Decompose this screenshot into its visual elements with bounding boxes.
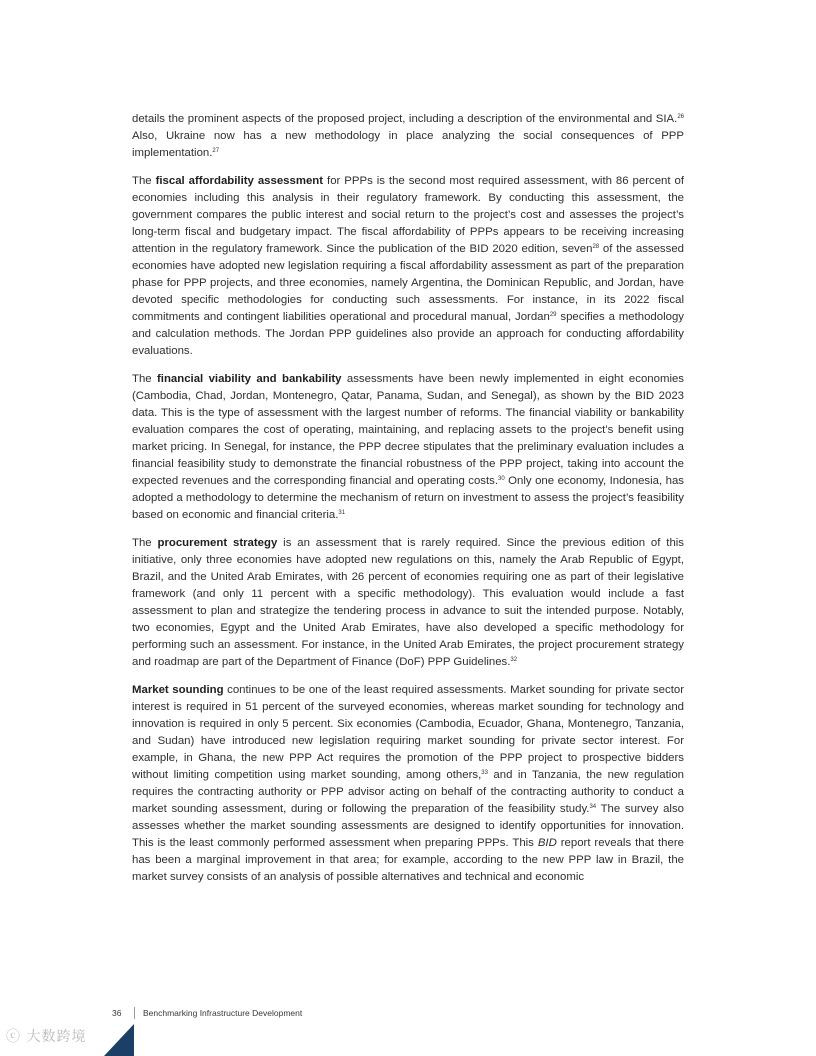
footnote-ref[interactable]: 29 [549,312,557,318]
paragraph-financial-viability [132,371,684,524]
bold-term: procurement strategy [157,537,278,549]
footnote-ref[interactable]: 34 [589,804,597,810]
watermark [6,1026,86,1046]
text-run: and in Tanzania, the new regulation requires the contracting authority or PPP advisor acting on behalf of the contracting authority to conduct a market sounding assessment, during or following the preparation of the feasibility study. [132,769,684,815]
corner-triangle-decoration [104,1024,134,1056]
text-run: for PPPs is the second most required assessment, with 86 percent of economies including this analysis in their regulatory framework. By conducting this assessment, the government compares the public interest and social return to the project’s cost and assesses the project’s long-term fiscal and budgetary impact. The fiscal affordability of PPPs appears to be receiving increasing attention in the regulatory framework. Since the publication of the BID 2020 edition, seven [132,175,684,255]
page-footer [112,1006,302,1020]
bold-term: Market sounding [132,684,224,696]
watermark-logo-icon: ⓒ [6,1029,27,1045]
footnote-ref[interactable]: 27 [212,148,220,154]
text-run: assessments have been newly implemented in eight economies (Cambodia, Chad, Jordan, Montenegro, Qatar, Panama, Sudan, and Senegal), as shown by the BID 2023 data. This is the type of assessment with the largest number of reforms. The financial viability or bankability evaluation compares the cost of operating, maintaining, and replacing assets to the project’s benefit using market pricing. In Senegal, for instance, the PPP decree stipulates that the preliminary evaluation includes a financial feasibility study to demonstrate the financial robustness of the PPP project, taking into account the expected revenues and the corresponding financial and operating costs. [132,373,685,487]
running-title: Benchmarking Infrastructure Development [143,1008,303,1018]
footnote-ref[interactable]: 31 [338,510,346,516]
page-body [132,111,684,897]
footnote-ref[interactable]: 28 [592,244,600,250]
text-run: The [132,373,158,385]
footnote-ref[interactable]: 32 [510,657,518,663]
text-run: report reveals that there has been a marginal improvement in that area; for example, according to the new PPP law in Brazil, the market survey consists of an analysis of possible alternatives and technical and economic [132,837,684,883]
text-run: The [132,175,156,187]
footnote-ref[interactable]: 30 [498,476,505,482]
text-run: continues to be one of the least required assessments. Market sounding for private sector interest is required in 51 percent of the surveyed economies, whereas market sounding for technology and innovation is required in only 5 percent. Six economies (Cambodia, Ecuador, Ghana, Montenegro, Tanzania, and Sudan) have introduced new legislation requiring market sounding for private sector interest. For example, in Ghana, the new PPP Act requires the promotion of the PPP project to prospective bidders without limiting competition using market sounding, among others, [132,684,685,781]
footer-divider [134,1007,135,1019]
text-run: Only one economy, Indonesia, has adopted a methodology to determine the mechanism of return on investment to assess the project’s feasibility based on economic and financial criteria. [132,475,685,521]
watermark-text: 大数跨境 [26,1029,87,1045]
paragraph-market-sounding [132,682,684,886]
text-run: The survey also assesses whether the market sounding assessments are designed to identify opportunities for innovation. This is the least commonly performed assessment when preparing PPPs. This [132,803,684,849]
page-number: 36 [112,1008,122,1018]
paragraph-environmental-sia [132,111,684,162]
footnote-ref[interactable]: 33 [481,770,488,776]
italic-term: BID [537,837,557,849]
bold-term: financial viability and bankability [157,373,342,385]
text-run: of the assessed economies have adopted new legislation requiring a fiscal affordability assessment as part of the preparation phase for PPP projects, and three economies, namely Argentina, the Dominican Republic, and Jordan, have devoted specific methodologies for conducting such assessments. For instance, in its 2022 fiscal commitments and contingent liabilities operational and procedural manual, Jordan [132,243,684,323]
paragraph-fiscal-affordability [132,173,684,360]
text-run: Also, Ukraine now has a new methodology in place analyzing the social consequences of PPP implementation. [132,130,684,159]
footnote-ref[interactable]: 26 [677,114,684,120]
text-run: details the prominent aspects of the proposed project, including a description of the environmental and SIA. [132,113,678,125]
text-run: specifies a methodology and calculation methods. The Jordan PPP guidelines also provide an approach for conducting affordability evaluations. [132,311,684,357]
paragraph-procurement-strategy [132,535,684,671]
bold-term: fiscal affordability assessment [155,175,324,187]
text-run: is an assessment that is rarely required. Since the previous edition of this initiative, only three economies have adopted new regulations on this, namely the Arab Republic of Egypt, Brazil, and the United Arab Emirates, with 26 percent of economies requiring one as part of their legislative framework (and only 11 percent with a specific methodology). This evaluation would include a fast assessment to plan and strategize the tendering process in advance to suit the intended purpose. Notably, two economies, Egypt and the United Arab Emirates, have also developed a specific methodology for performing such an assessment. For instance, in the United Arab Emirates, the project procurement strategy and roadmap are part of the Department of Finance (DoF) PPP Guidelines. [132,537,685,668]
text-run: The [132,537,158,549]
